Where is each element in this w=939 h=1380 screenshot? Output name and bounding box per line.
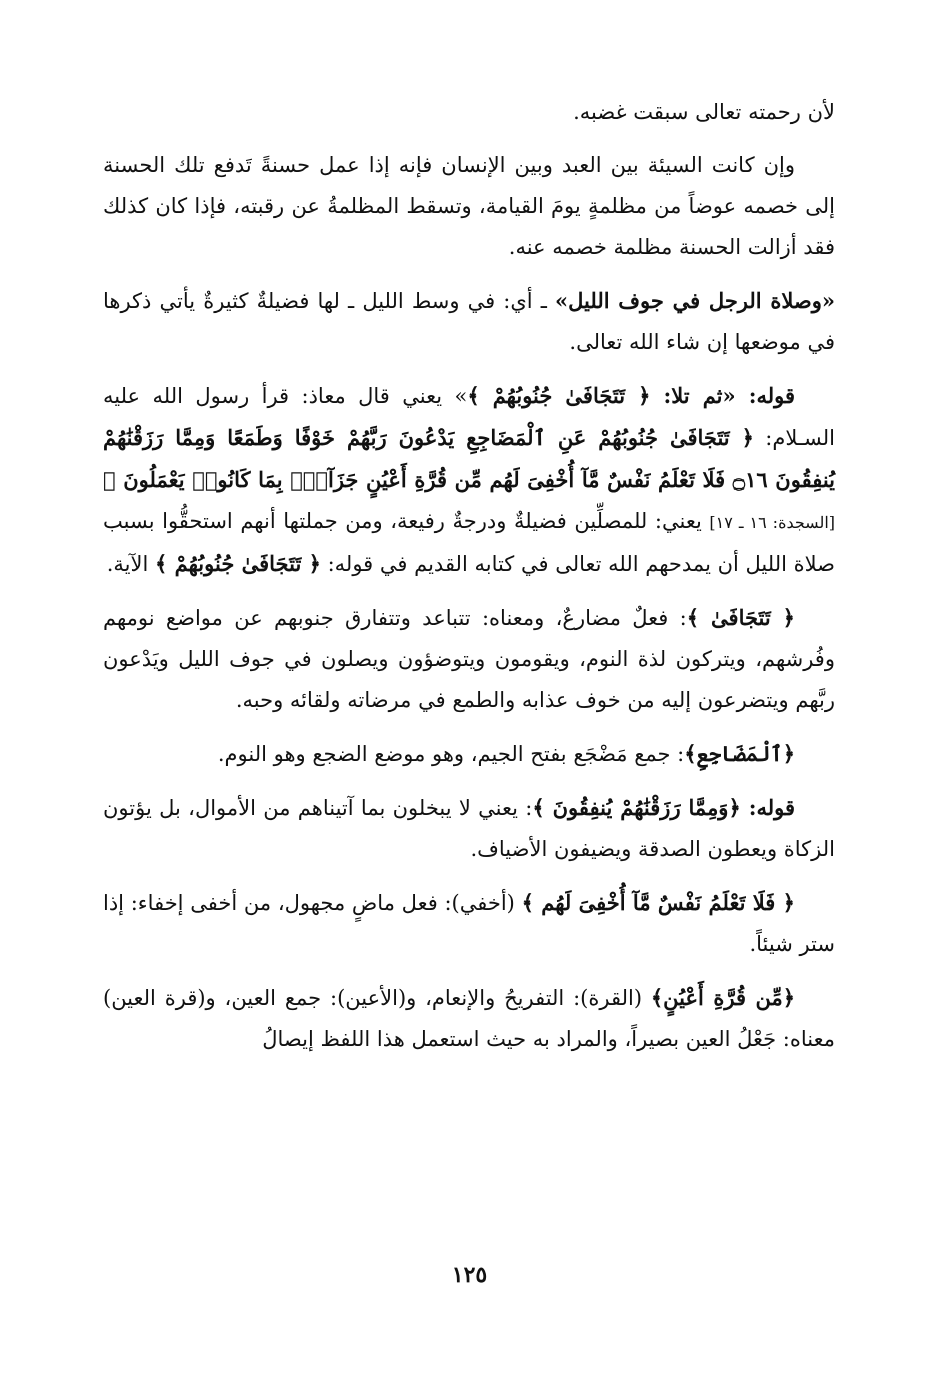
- quran-verse: ﴿ تَتَجَافَىٰ جُنُوبُهُمْ ﴾: [155, 551, 321, 576]
- text-segment: : فعلٌ مضارعٌ، ومعناه: تتباعد وتتفارق جنوبهم عن مواضع نومهم وفُرشهم، ويتركون لذة النوم، ويقومون ويتوضؤون ويصلون في جوف الليل ويَدْعون ربَّهم ويتضرعون إليه من خوف عذابه والطمع في مرضاته ولقائه وحبه.: [103, 606, 835, 712]
- paragraph-9: [103, 977, 835, 1060]
- text-segment: (أخفي): فعل ماضٍ مجهول، من أخفى إخفاء: إذا ستر شيئاً.: [103, 891, 835, 956]
- text-segment: وإن كانت السيئة بين العبد وبين الإنسان فإنه إذا عمل حسنةً تَدفع تلك الحسنة إلى خصمه عوضاً من مظلمةٍ يومَ القيامة، وتسقط المظلمةُ عن رقبته، فإذا كان كذلك فقد أزالت الحسنة مظلمة خصمه عنه.: [103, 153, 835, 259]
- paragraph-4: [103, 375, 835, 585]
- quran-verse: ﴿مِّن قُرَّةِ أَعْيُنٍ﴾: [650, 985, 796, 1010]
- quran-verse: ﴿ تَتَجَافَىٰ جُنُوبُهُمْ ﴾: [467, 383, 651, 408]
- paragraph-8: [103, 882, 835, 965]
- text-segment: الآية.: [106, 552, 156, 576]
- quran-verse: ﴿ٱلْمَضَاجِعِ﴾: [684, 741, 795, 766]
- paragraph-5: [103, 597, 835, 721]
- hadith-quote: «وصلاة الرجل في جوف الليل»: [555, 288, 835, 313]
- quran-verse: ﴿ فَلَا تَعْلَمُ نَفْسٌ مَّآ أُخْفِىَ لَهُم ﴾: [521, 890, 795, 915]
- text-segment: لأن رحمته تعالى سبقت غضبه.: [573, 100, 835, 124]
- page-number: ١٢٥: [451, 1262, 488, 1288]
- commentary-heading: قوله:: [740, 795, 796, 820]
- quran-verse: ﴿ تَتَجَافَىٰ جُنُوبُهُمْ عَنِ ٱلْمَضَاجِعِ يَدْعُونَ رَبَّهُمْ خَوْفًا وَطَمَعًا وَمِمَّا رَزَقْنَٰهُمْ يُنفِقُونَ ۝١٦ فَلَا تَعْلَمُ نَفْسٌ مَّآ أُخْفِىَ لَهُم مِّن قُرَّةِ أَعْيُنٍ جَزَآءًۢ بِمَا كَانُوا۟ يَعْمَلُونَ ﴾: [103, 425, 835, 492]
- paragraph-3: [103, 280, 835, 363]
- text-segment: » يعني قال معاذ: قرأ رسول الله عليه السـلام:: [103, 384, 836, 450]
- quran-verse: ﴿ تَتَجَافَىٰ ﴾: [686, 605, 795, 630]
- paragraph-7: [103, 787, 835, 870]
- text-segment: : يعني لا يبخلون بما آتيناهم من الأموال، بل يؤتون الزكاة ويعطون الصدقة ويضيفون الأضياف.: [103, 796, 835, 861]
- text-segment: : جمع مَضْجَع بفتح الجيم، وهو موضع الضجع وهو النوم.: [217, 742, 685, 766]
- text-segment: (القرة): التفريحُ والإنعام، و(الأعين): جمع العين، و(قرة العين) معناه: جَعْلُ العين بصيراً، والمراد به حيث استعمل هذا اللفظ إيصالُ: [103, 986, 835, 1051]
- text-segment: يعني: للمصلِّين فضيلةٌ ودرجةٌ رفيعة، ومن جملتها أنهم استحقُّوا بسبب صلاة الليل أن يمدحهم الله تعالى في كتابه القديم في قوله:: [103, 509, 835, 576]
- paragraph-2: [103, 145, 835, 268]
- surah-citation: [السجدة: ١٦ ـ ١٧]: [709, 513, 836, 532]
- page-body: [103, 92, 835, 1072]
- quran-verse: ﴿وَمِمَّا رَزَقْنَٰهُمْ يُنفِقُونَ ﴾: [532, 795, 741, 820]
- paragraph-6: [103, 733, 835, 775]
- commentary-heading: قوله: «ثم تلا:: [650, 383, 795, 408]
- paragraph-1: [103, 92, 835, 133]
- text-segment: ـ أي: في وسط الليل ـ لها فضيلةٌ كثيرةٌ يأتي ذكرها في موضعها إن شاء الله تعالى.: [103, 289, 835, 354]
